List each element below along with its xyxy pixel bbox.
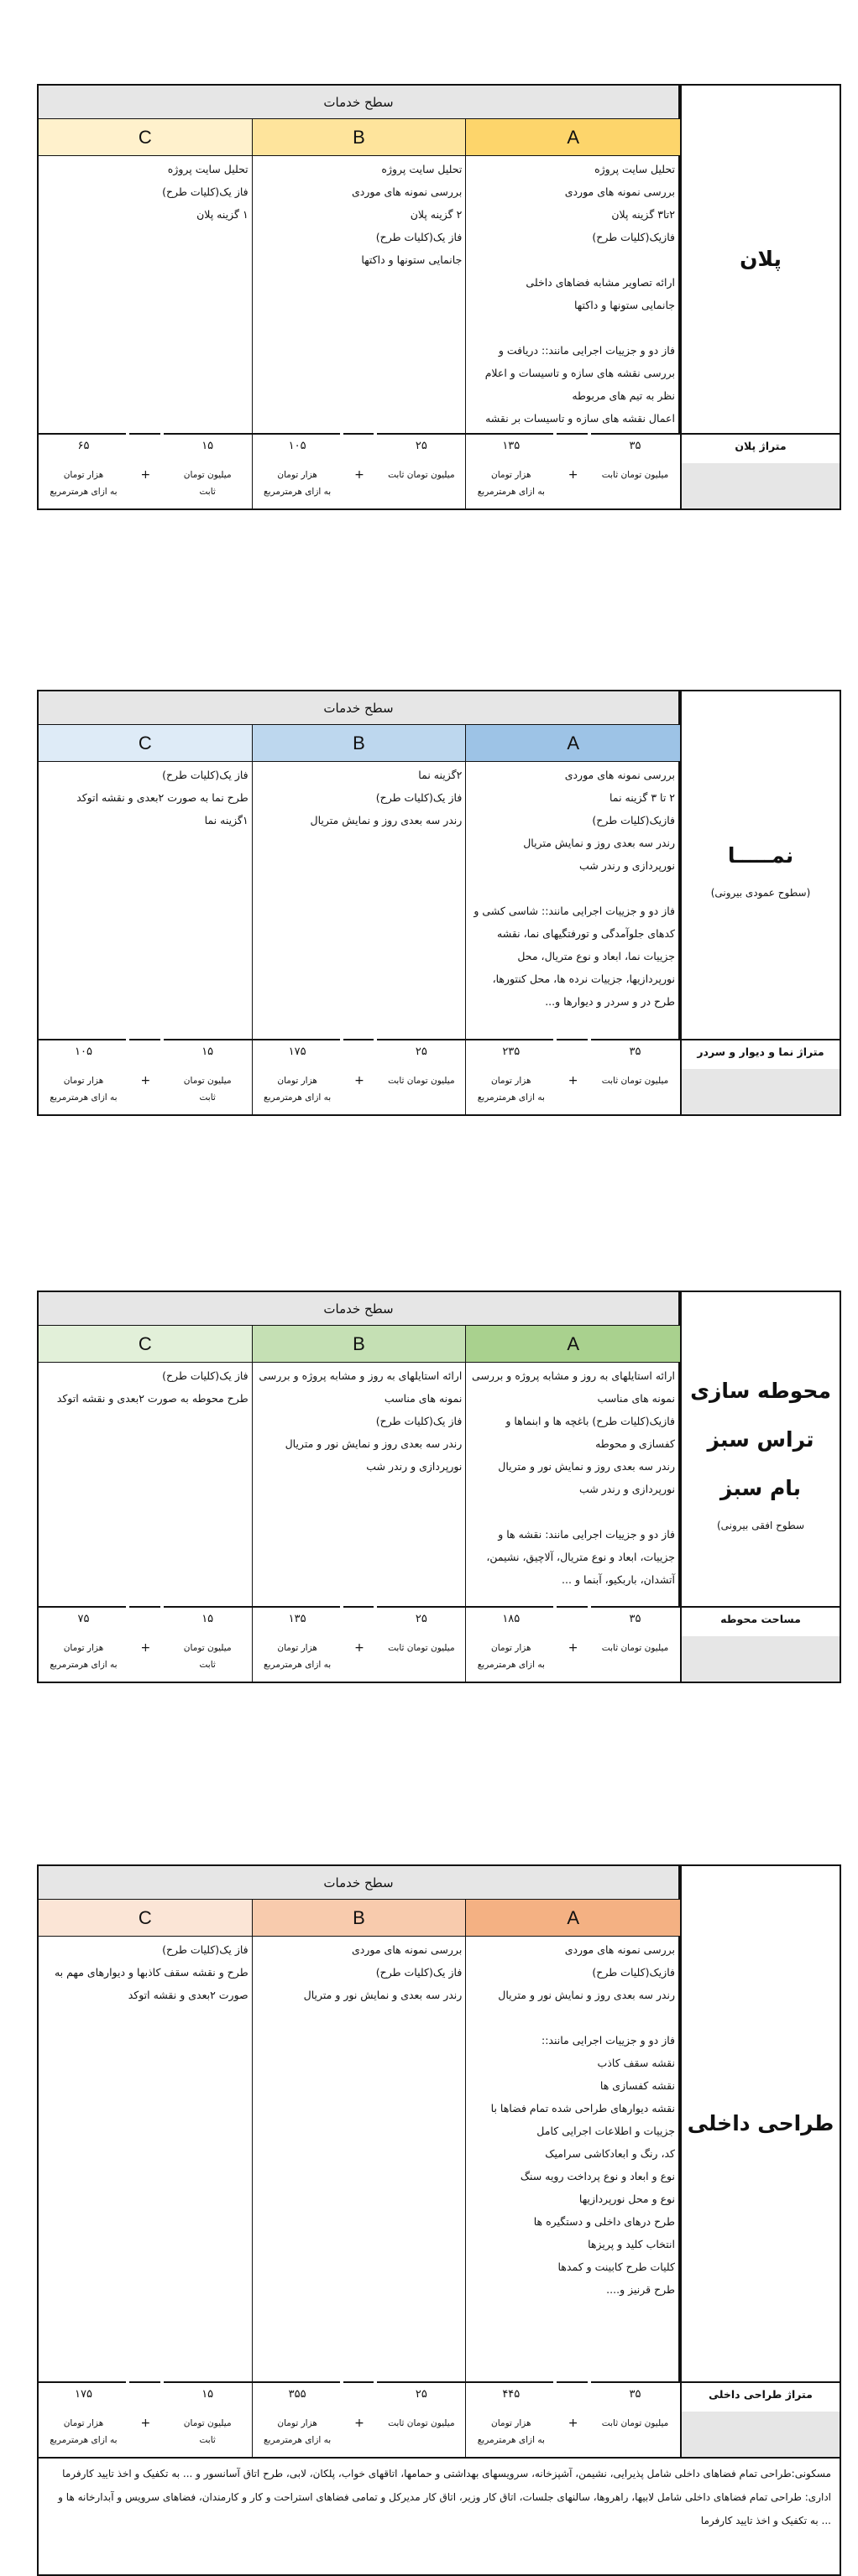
level-a-description: بررسی نمونه های موردی ۲ تا ۳ گزینه نما فازیک(کلیات طرح) رندر سه بعدی روز و نمایش متریال نورپردازی و رندر شب فاز دو و جزییات اجرایی مانند:: شاسی کشی و کدهای جلوآمدگی و تورفتگیهای نما، نقشه جزییات نما، ابعاد و نوع متریال، محل نورپردازیها، جزییات نرده ها، محل کنتورها، طرح در و سردر و دیوارها و... [466, 762, 680, 1039]
fixed-fee-unit [376, 467, 466, 483]
fixed-fee-unit-line1: میلیون تومان [183, 1643, 232, 1653]
fixed-fee-value: ۱۵ [201, 2388, 214, 2401]
per-sqm-fee-value: ۱۰۵ [288, 440, 306, 452]
per-sqm-unit-line2: به ازای هرمترمربع [264, 1092, 332, 1103]
per-sqm-unit-line2: به ازای هرمترمربع [50, 487, 118, 497]
price-a [466, 2383, 680, 2459]
per-sqm-fee-value: ۷۵ [77, 1613, 90, 1625]
price-a [466, 1608, 680, 1683]
per-sqm-unit-line1: هزار تومان [63, 1643, 104, 1653]
fixed-fee-unit-line1: میلیون تومان ثابت [388, 1643, 455, 1653]
per-sqm-fee-value: ۱۷۵ [75, 2388, 92, 2401]
fixed-fee-unit-line1: میلیون تومان ثابت [601, 2418, 669, 2428]
per-sqm-unit-line2: به ازای هرمترمربع [264, 1660, 332, 1670]
fixed-fee-value: ۲۵ [415, 1046, 427, 1058]
fixed-fee-unit-line1: میلیون تومان ثابت [601, 1643, 669, 1653]
per-sqm-fee-value: ۶۵ [77, 440, 90, 452]
per-sqm-unit-line1: هزار تومان [63, 1076, 104, 1086]
level-c-description: فاز یک(کلیات طرح) طرح نما به صورت ۲بعدی و نقشه اتوکد ۱گزینه نما [39, 762, 253, 1039]
per-sqm-fee-unit [39, 1072, 128, 1106]
level-c-header: C [39, 725, 253, 762]
plus-sign: + [140, 1641, 151, 1655]
service-level-header: سطح خدمات [39, 1866, 680, 1900]
fixed-fee-value: ۱۵ [201, 1046, 214, 1058]
section-title: طراحی داخلی [687, 2111, 834, 2135]
plus-sign: + [140, 2417, 151, 2430]
per-sqm-unit-line2: به ازای هرمترمربع [477, 487, 545, 497]
fixed-fee-value: ۳۵ [629, 440, 641, 452]
fixed-fee-unit [376, 1640, 466, 1656]
per-sqm-fee-unit [253, 1072, 343, 1106]
price-c [39, 1040, 253, 1116]
per-sqm-fee-value: ۱۰۵ [75, 1046, 92, 1058]
fixed-fee-unit-line1: میلیون تومان ثابت [601, 1076, 669, 1086]
per-sqm-fee-value: ۱۷۵ [288, 1046, 306, 1058]
per-sqm-unit-line1: هزار تومان [63, 2418, 104, 2428]
level-b-description: ارائه استایلهای به روز و مشابه پروژه و بررسی نمونه های مناسب فاز یک(کلیات طرح) رندر سه بعدی روز و نمایش نور و متریال نورپردازی و رندر شب [253, 1363, 467, 1606]
per-sqm-fee-value: ۱۳۵ [288, 1613, 306, 1625]
plus-sign: + [568, 2417, 578, 2430]
per-sqm-unit-line1: هزار تومان [491, 1643, 531, 1653]
fixed-fee-unit-line1: میلیون تومان [183, 2418, 232, 2428]
service-level-header: سطح خدمات [39, 691, 680, 725]
price-c [39, 2383, 253, 2459]
per-sqm-fee-unit [253, 2415, 343, 2448]
fixed-fee-unit-line1: میلیون تومان [183, 1076, 232, 1086]
area-input-cell[interactable] [680, 2412, 840, 2457]
notes-cell [39, 2457, 840, 2574]
price-b [253, 1040, 467, 1116]
level-c-header: C [39, 1326, 253, 1363]
area-label: متراژ پلان [680, 435, 840, 463]
plus-sign: + [568, 1641, 578, 1655]
service-level-header: سطح خدمات [39, 86, 680, 119]
per-sqm-fee-unit [466, 2415, 556, 2448]
plus-sign: + [140, 1074, 151, 1087]
per-sqm-unit-line1: هزار تومان [277, 1643, 317, 1653]
fixed-fee-unit [163, 2415, 253, 2448]
per-sqm-fee-value: ۴۴۵ [502, 2388, 521, 2401]
fixed-fee-unit [590, 1640, 680, 1656]
per-sqm-fee-unit [39, 467, 128, 500]
per-sqm-fee-unit [253, 1640, 343, 1673]
fixed-fee-unit [590, 467, 680, 483]
per-sqm-fee-unit [466, 1072, 556, 1106]
fixed-fee-value: ۳۵ [629, 2388, 641, 2401]
level-c-description: فاز یک(کلیات طرح) طرح محوطه به صورت ۲بعدی و نقشه اتوکد [39, 1363, 253, 1606]
service-table-facade [37, 690, 841, 1116]
level-c-description: تحلیل سایت پروژه فاز یک(کلیات طرح) ۱ گزینه پلان [39, 156, 253, 433]
level-c-header: C [39, 119, 253, 156]
per-sqm-unit-line2: به ازای هرمترمربع [50, 1660, 118, 1670]
fixed-fee-unit-line1: میلیون تومان ثابت [388, 470, 455, 480]
fixed-fee-unit-line2: ثابت [199, 2435, 216, 2445]
level-a-header: A [466, 1326, 680, 1363]
note-text: اداری: طراحی تمام فضاهای داخلی شامل لابیها، راهروها، سالنهای جلسات، اتاق کار وزیر، اتاق کار مدیرکل و تمامی فضاهای استراحت و کار و کارمندان، فضاهای سرویس و آبدارخانه ها و ... به تکفیک و اخذ تایید کارفرما [58, 2491, 831, 2526]
price-row [39, 1606, 840, 1682]
per-sqm-unit-line2: به ازای هرمترمربع [477, 1660, 545, 1670]
per-sqm-fee-unit [39, 1640, 128, 1673]
service-level-header: سطح خدمات [39, 1292, 680, 1326]
section-title-cell [680, 1866, 840, 2381]
section-title: محوطه سازی تراس سبز بام سبز [690, 1379, 831, 1500]
fixed-fee-unit-line1: میلیون تومان [183, 470, 232, 480]
per-sqm-fee-value: ۱۳۵ [502, 440, 521, 452]
fixed-fee-unit [590, 2415, 680, 2432]
per-sqm-unit-line1: هزار تومان [63, 470, 104, 480]
price-b [253, 435, 467, 510]
per-sqm-unit-line2: به ازای هرمترمربع [50, 1092, 118, 1103]
per-sqm-unit-line2: به ازای هرمترمربع [50, 2435, 118, 2445]
price-row [39, 2381, 840, 2457]
level-a-description: ارائه استایلهای به روز و مشابه پروژه و بررسی نمونه های مناسب فازیک(کلیات طرح) باغچه ها و ابنماها و کفسازی و محوطه رندر سه بعدی روز و نمایش نور و متریال نورپردازی و رندر شب فاز دو و جزییات اجرایی مانند: نقشه ها و جزییات، ابعاد و نوع متریال، آلاچیق، نشیمن، آتشدان، باربکیو، آبنما و ... [466, 1363, 680, 1606]
service-table-plan [37, 84, 841, 510]
area-label: متراژ طراحی داخلی [680, 2383, 840, 2412]
fixed-fee-unit-line1: میلیون تومان ثابت [388, 2418, 455, 2428]
section-title-cell [680, 691, 840, 1039]
per-sqm-unit-line2: به ازای هرمترمربع [264, 2435, 332, 2445]
fixed-fee-unit [590, 1072, 680, 1089]
per-sqm-unit-line1: هزار تومان [491, 470, 531, 480]
fixed-fee-unit-line1: میلیون تومان ثابت [388, 1076, 455, 1086]
per-sqm-unit-line1: هزار تومان [491, 2418, 531, 2428]
price-c [39, 1608, 253, 1683]
plus-sign: + [354, 1074, 364, 1087]
note-text: مسکونی:طراحی تمام فضاهای داخلی شامل پذیرایی، نشیمن، آشپزخانه، سرویسهای بهداشتی و حمامها، اتاقهای خواب، پلکان، لابی، طرح اتاق آسانسور و ... به تکفیک و اخذ تایید کارفرما [62, 2468, 831, 2480]
plus-sign: + [568, 1074, 578, 1087]
per-sqm-unit-line1: هزار تومان [277, 470, 317, 480]
level-b-header: B [253, 725, 467, 762]
level-a-header: A [466, 119, 680, 156]
fixed-fee-unit [376, 1072, 466, 1089]
fixed-fee-value: ۲۵ [415, 1613, 427, 1625]
plus-sign: + [354, 1641, 364, 1655]
price-a [466, 435, 680, 510]
per-sqm-fee-value: ۲۳۵ [502, 1046, 521, 1058]
level-b-header: B [253, 1900, 467, 1937]
plus-sign: + [354, 468, 364, 482]
section-subtitle: سطوح افقی بیرونی) [716, 1520, 804, 1531]
per-sqm-unit-line2: به ازای هرمترمربع [264, 487, 332, 497]
per-sqm-unit-line2: به ازای هرمترمربع [477, 1092, 545, 1103]
section-title: پلان [740, 247, 782, 271]
level-b-header: B [253, 1326, 467, 1363]
level-a-header: A [466, 1900, 680, 1937]
fixed-fee-unit [163, 467, 253, 500]
per-sqm-fee-unit [466, 1640, 556, 1673]
fixed-fee-value: ۳۵ [629, 1046, 641, 1058]
price-a [466, 1040, 680, 1116]
fixed-fee-value: ۳۵ [629, 1613, 641, 1625]
fixed-fee-unit-line2: ثابت [199, 1660, 216, 1670]
level-a-header: A [466, 725, 680, 762]
section-title-cell [680, 1292, 840, 1606]
price-row [39, 433, 840, 508]
per-sqm-unit-line1: هزار تومان [277, 1076, 317, 1086]
fixed-fee-unit [163, 1640, 253, 1673]
section-title: نمـــــا [727, 843, 794, 868]
per-sqm-fee-unit [466, 467, 556, 500]
per-sqm-unit-line2: به ازای هرمترمربع [477, 2435, 545, 2445]
service-table-interior [37, 1864, 841, 2576]
level-b-description: بررسی نمونه های موردی فاز یک(کلیات طرح) رندر سه بعدی و نمایش نور و متریال [253, 1937, 467, 2381]
level-c-header: C [39, 1900, 253, 1937]
plus-sign: + [354, 2417, 364, 2430]
plus-sign: + [140, 468, 151, 482]
area-label: متراژ نما و دیوار و سردر [680, 1040, 840, 1069]
fixed-fee-unit-line2: ثابت [199, 487, 216, 497]
per-sqm-fee-unit [253, 467, 343, 500]
price-c [39, 435, 253, 510]
area-input-cell[interactable] [680, 1069, 840, 1114]
per-sqm-fee-unit [39, 2415, 128, 2448]
level-c-description: فاز یک(کلیات طرح) طرح و نقشه سقف کاذبها و دیوارهای مهم به صورت ۲بعدی و نقشه اتوکد [39, 1937, 253, 2381]
level-b-description: تحلیل سایت پروژه بررسی نمونه های موردی ۲ گزینه پلان فاز یک(کلیات طرح) جانمایی ستونها و داکتها [253, 156, 467, 433]
section-subtitle: (سطوح عمودی بیرونی) [710, 887, 811, 899]
fixed-fee-value: ۲۵ [415, 2388, 427, 2401]
price-b [253, 1608, 467, 1683]
fixed-fee-unit [163, 1072, 253, 1106]
per-sqm-unit-line1: هزار تومان [277, 2418, 317, 2428]
per-sqm-unit-line1: هزار تومان [491, 1076, 531, 1086]
section-title-cell [680, 86, 840, 433]
area-input-cell[interactable] [680, 1636, 840, 1682]
fixed-fee-value: ۲۵ [415, 440, 427, 452]
fixed-fee-unit-line2: ثابت [199, 1092, 216, 1103]
fixed-fee-value: ۱۵ [201, 440, 214, 452]
plus-sign: + [568, 468, 578, 482]
fixed-fee-unit-line1: میلیون تومان ثابت [601, 470, 669, 480]
price-b [253, 2383, 467, 2459]
area-input-cell[interactable] [680, 463, 840, 508]
area-label: مساحت محوطه [680, 1608, 840, 1636]
level-b-header: B [253, 119, 467, 156]
per-sqm-fee-value: ۳۵۵ [288, 2388, 306, 2401]
level-a-description: تحلیل سایت پروژه بررسی نمونه های موردی ۲تا۳ گزینه پلان فازیک(کلیات طرح) ارائه تصاویر مشابه فضاهای داخلی جانمایی ستونها و داکتها فاز دو و جزییات اجرایی مانند:: دریافت و بررسی نقشه های سازه و تاسیسات و اعلام نظر به تیم های مربوطه اعمال نقشه های سازه و تاسیسات بر نقشه [466, 156, 680, 433]
level-b-description: ۲گزینه نما فاز یک(کلیات طرح) رندر سه بعدی روز و نمایش متریال [253, 762, 467, 1039]
fixed-fee-value: ۱۵ [201, 1613, 214, 1625]
price-row [39, 1039, 840, 1114]
fixed-fee-unit [376, 2415, 466, 2432]
per-sqm-fee-value: ۱۸۵ [502, 1613, 521, 1625]
level-a-description: بررسی نمونه های موردی فازیک(کلیات طرح) رندر سه بعدی روز و نمایش نور و متریال فاز دو و جزییات اجرایی مانند:: نقشه سقف کاذب نقشه کفسازی ها نقشه دیوارهای طراحی شده تمام فضاها با جزییات و اطلاعات اجرایی کامل کد، رنگ و ابعادکاشی سرامیک نوع و ابعاد و نوع پرداخت رویه سنگ نوع و محل نورپردازیها طرح درهای داخلی و دستگیره ها انتخاب کلید و پریزها کلیات طرح کابینت و کمدها طرح قرنیز و.... [466, 1937, 680, 2381]
service-table-landscape [37, 1291, 841, 1683]
